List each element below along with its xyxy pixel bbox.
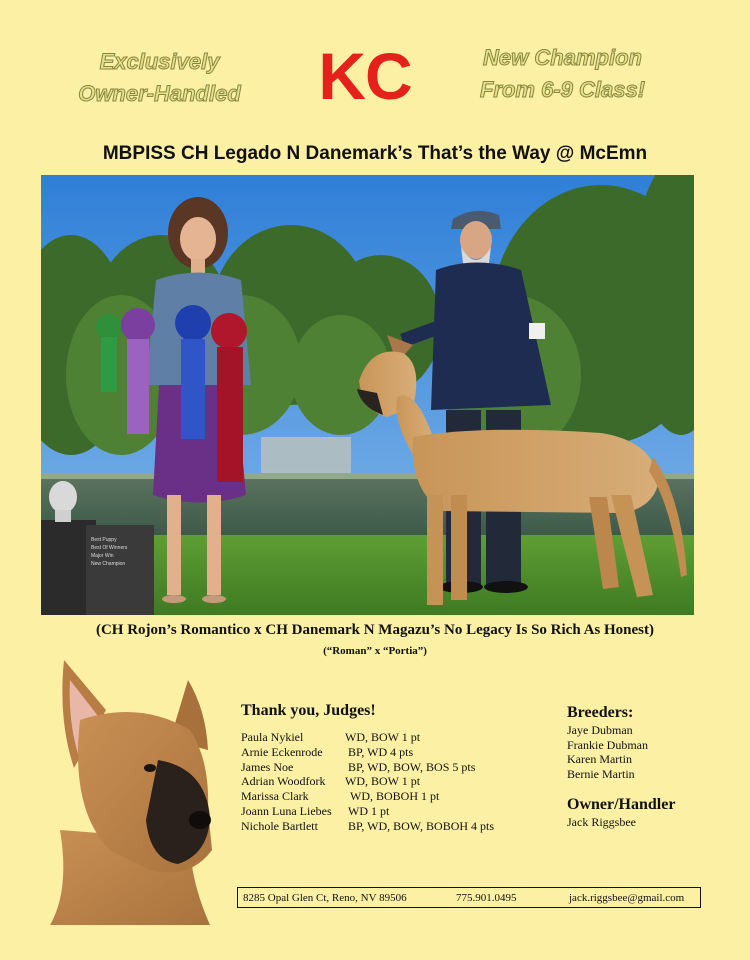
- judge-row: [241, 789, 561, 804]
- owner-handler-name: Jack Riggsbee: [567, 815, 636, 829]
- judge-result: WD 1 pt: [348, 803, 390, 818]
- judge-result: WD, BOW 1 pt: [345, 774, 421, 789]
- dog-head-portrait: [40, 650, 230, 925]
- judge-result: BP, WD, BOW, BOS 5 pts: [348, 759, 476, 774]
- breeders-heading: Breeders:: [567, 704, 634, 721]
- dog-registered-name: MBPISS CH Legado N Danemark’s That’s the Way @ McEmn: [102, 143, 648, 164]
- tagline-owner-handled: [52, 46, 267, 110]
- sign-line3: Major Win: [91, 553, 114, 559]
- judge-name: Adrian Woodfork: [241, 774, 326, 789]
- judge-result: BP, WD 4 pts: [348, 744, 414, 759]
- judge-result: WD, BOW 1 pt: [345, 730, 421, 744]
- judges-heading: Thank you, Judges!: [241, 702, 376, 719]
- breeder-name: Frankie Dubman: [567, 737, 648, 752]
- breeder-name: Bernie Martin: [567, 766, 635, 781]
- judge-row: [241, 804, 561, 819]
- judge-name: James Noe: [241, 759, 294, 774]
- judge-result: BP, WD, BOW, BOBOH 4 pts: [348, 818, 495, 833]
- judge-name: Joann Luna Liebes: [241, 803, 332, 818]
- pedigree-line: (CH Rojon’s Romantico x CH Danemark N Magazu’s No Legacy Is So Rich As Honest): [95, 622, 655, 638]
- parent-call-names: (“Roman” x “Portia”): [323, 645, 427, 657]
- tagline-new-champion: [450, 42, 675, 106]
- owner-handler-heading: Owner/Handler: [567, 796, 676, 813]
- tagline-left-line1: Exclusively: [99, 49, 220, 74]
- tagline-right-line2: From 6-9 Class!: [479, 77, 646, 102]
- contact-email[interactable]: jack.riggsbee@gmail.com: [569, 892, 685, 904]
- judge-row: [241, 745, 561, 760]
- judge-row: [241, 760, 561, 775]
- contact-phone[interactable]: 775.901.0495: [456, 892, 517, 904]
- judges-list: [241, 730, 561, 834]
- judge-row: [241, 819, 561, 834]
- main-show-photo: [41, 175, 694, 615]
- sign-line1: Best Puppy: [91, 537, 117, 543]
- contact-address: 8285 Opal Glen Ct, Reno, NV 89506: [243, 892, 407, 904]
- judge-name: Nichole Bartlett: [241, 818, 318, 833]
- contact-bar: [237, 887, 701, 908]
- judge-name: Arnie Eckenrode: [241, 744, 323, 759]
- breeder-name: Karen Martin: [567, 752, 632, 766]
- breeder-name: Jaye Dubman: [567, 723, 633, 737]
- judge-name: Paula Nykiel: [241, 730, 304, 744]
- sign-line4: New Champion: [91, 561, 126, 567]
- sign-line2: Best Of Winners: [91, 545, 128, 551]
- tagline-right-line1: New Champion: [483, 45, 642, 70]
- tagline-left-line2: Owner-Handled: [78, 81, 241, 106]
- breeders-list: [567, 723, 648, 781]
- judge-result: WD, BOBOH 1 pt: [350, 789, 440, 804]
- judge-name: Marissa Clark: [241, 789, 309, 804]
- judge-row: [241, 730, 561, 745]
- judge-row: [241, 774, 561, 789]
- kc-logo: KC: [318, 39, 412, 113]
